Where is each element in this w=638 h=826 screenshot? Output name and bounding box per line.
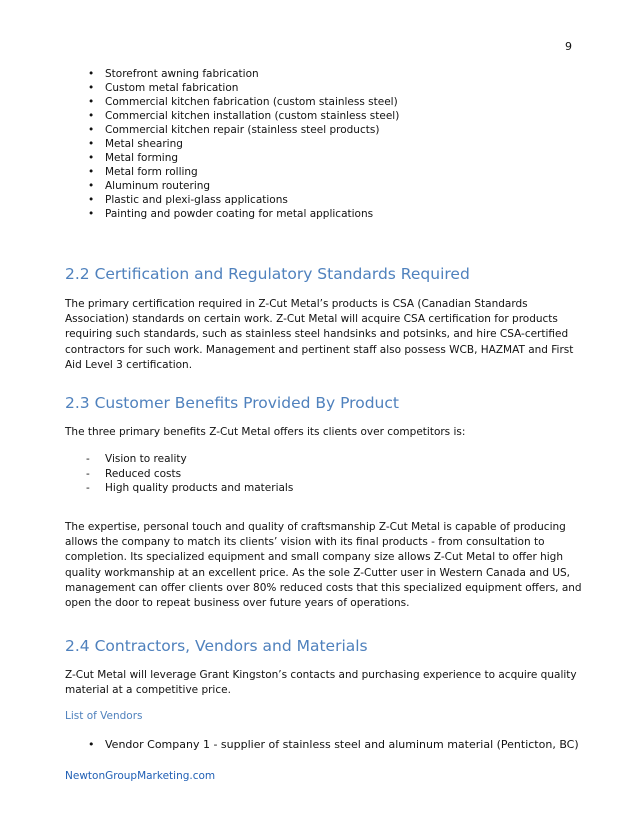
bullet-icon: • <box>88 82 95 94</box>
bullet-icon: • <box>88 96 95 108</box>
bullet-icon: • <box>88 208 95 220</box>
dash-icon: - <box>86 453 90 465</box>
list-item-label: Plastic and plexi-glass applications <box>105 194 288 206</box>
list-item <box>88 81 399 95</box>
list-item <box>88 137 399 151</box>
vendors-subheading: List of Vendors <box>65 710 143 722</box>
list-item-label: Reduced costs <box>105 467 182 480</box>
benefits-intro: The three primary benefits Z-Cut Metal offers its clients over competitors is: <box>65 426 466 438</box>
list-item <box>86 481 293 496</box>
bullet-icon: • <box>88 68 95 80</box>
bullet-icon: • <box>88 138 95 150</box>
section-heading-certification: 2.2 Certification and Regulatory Standards Required <box>65 265 470 283</box>
list-item <box>88 207 399 221</box>
list-item-label: Aluminum routering <box>105 180 211 192</box>
contractors-paragraph: Z-Cut Metal will leverage Grant Kingston’s contacts and purchasing experience to acquire quality material at a competitive price. <box>65 669 577 697</box>
page-number: 9 <box>565 40 572 53</box>
bullet-icon: • <box>88 194 95 206</box>
list-item-label: Metal shearing <box>105 138 183 150</box>
list-item <box>88 123 399 137</box>
dash-icon: - <box>86 482 90 494</box>
bullet-icon: • <box>88 166 95 178</box>
list-item <box>88 109 399 123</box>
dash-icon: - <box>86 467 90 480</box>
list-item-label: High quality products and materials <box>105 482 294 494</box>
bullet-icon: • <box>88 124 95 136</box>
list-item <box>88 165 399 179</box>
list-item <box>88 151 399 165</box>
list-item <box>88 67 399 81</box>
list-item-label: Vendor Company 1 - supplier of stainless steel and aluminum material (Penticton, BC) <box>105 738 579 751</box>
footer-link[interactable]: NewtonGroupMarketing.com <box>65 770 216 782</box>
benefits-list <box>86 452 293 496</box>
list-item <box>86 467 293 482</box>
section-heading-benefits: 2.3 Customer Benefits Provided By Product <box>65 394 399 412</box>
bullet-icon: • <box>88 180 95 192</box>
benefits-paragraph: The expertise, personal touch and quality of craftsmanship Z-Cut Metal is capable of producing allows the company to match its clients’ vision with its final products - from consultation to completion. Its specialized equipment and small company size allows Z-Cut Metal to offer high quality workmanship at an excellent price. As the sole Z-Cutter user in Western Canada and US, management can offer clients over 80% reduced costs that this specialized equipment offers, and open the door to repeat business over future years of operations. <box>65 521 582 610</box>
list-item <box>88 95 399 109</box>
services-list <box>88 67 399 221</box>
list-item <box>86 452 293 467</box>
list-item-label: Metal forming <box>105 152 179 164</box>
list-item-label: Metal form rolling <box>105 166 198 178</box>
list-item-label: Commercial kitchen installation (custom stainless steel) <box>105 110 400 122</box>
list-item <box>88 193 399 207</box>
bullet-icon: • <box>88 110 95 122</box>
list-item-label: Commercial kitchen repair (stainless steel products) <box>105 124 380 136</box>
list-item-label: Commercial kitchen fabrication (custom stainless steel) <box>105 96 398 108</box>
list-item-label: Vision to reality <box>105 453 187 465</box>
section-heading-contractors: 2.4 Contractors, Vendors and Materials <box>65 637 368 655</box>
bullet-icon: • <box>88 152 95 164</box>
bullet-icon: • <box>88 738 95 751</box>
list-item-label: Storefront awning fabrication <box>105 68 259 80</box>
list-item-label: Painting and powder coating for metal applications <box>105 208 374 220</box>
list-item <box>88 179 399 193</box>
vendors-list <box>88 738 579 751</box>
list-item-label: Custom metal fabrication <box>105 82 239 94</box>
certification-paragraph: The primary certification required in Z-Cut Metal’s products is CSA (Canadian Standards Association) standards on certain work. Z-Cut Metal will acquire CSA certification for products requiring such standards, such as stainless steel handsinks and potsinks, and hire CSA-certified contractors for such work. Management and pertinent staff also possess WCB, HAZMAT and First Aid Level 3 certification. <box>65 298 574 371</box>
list-item <box>88 738 579 751</box>
